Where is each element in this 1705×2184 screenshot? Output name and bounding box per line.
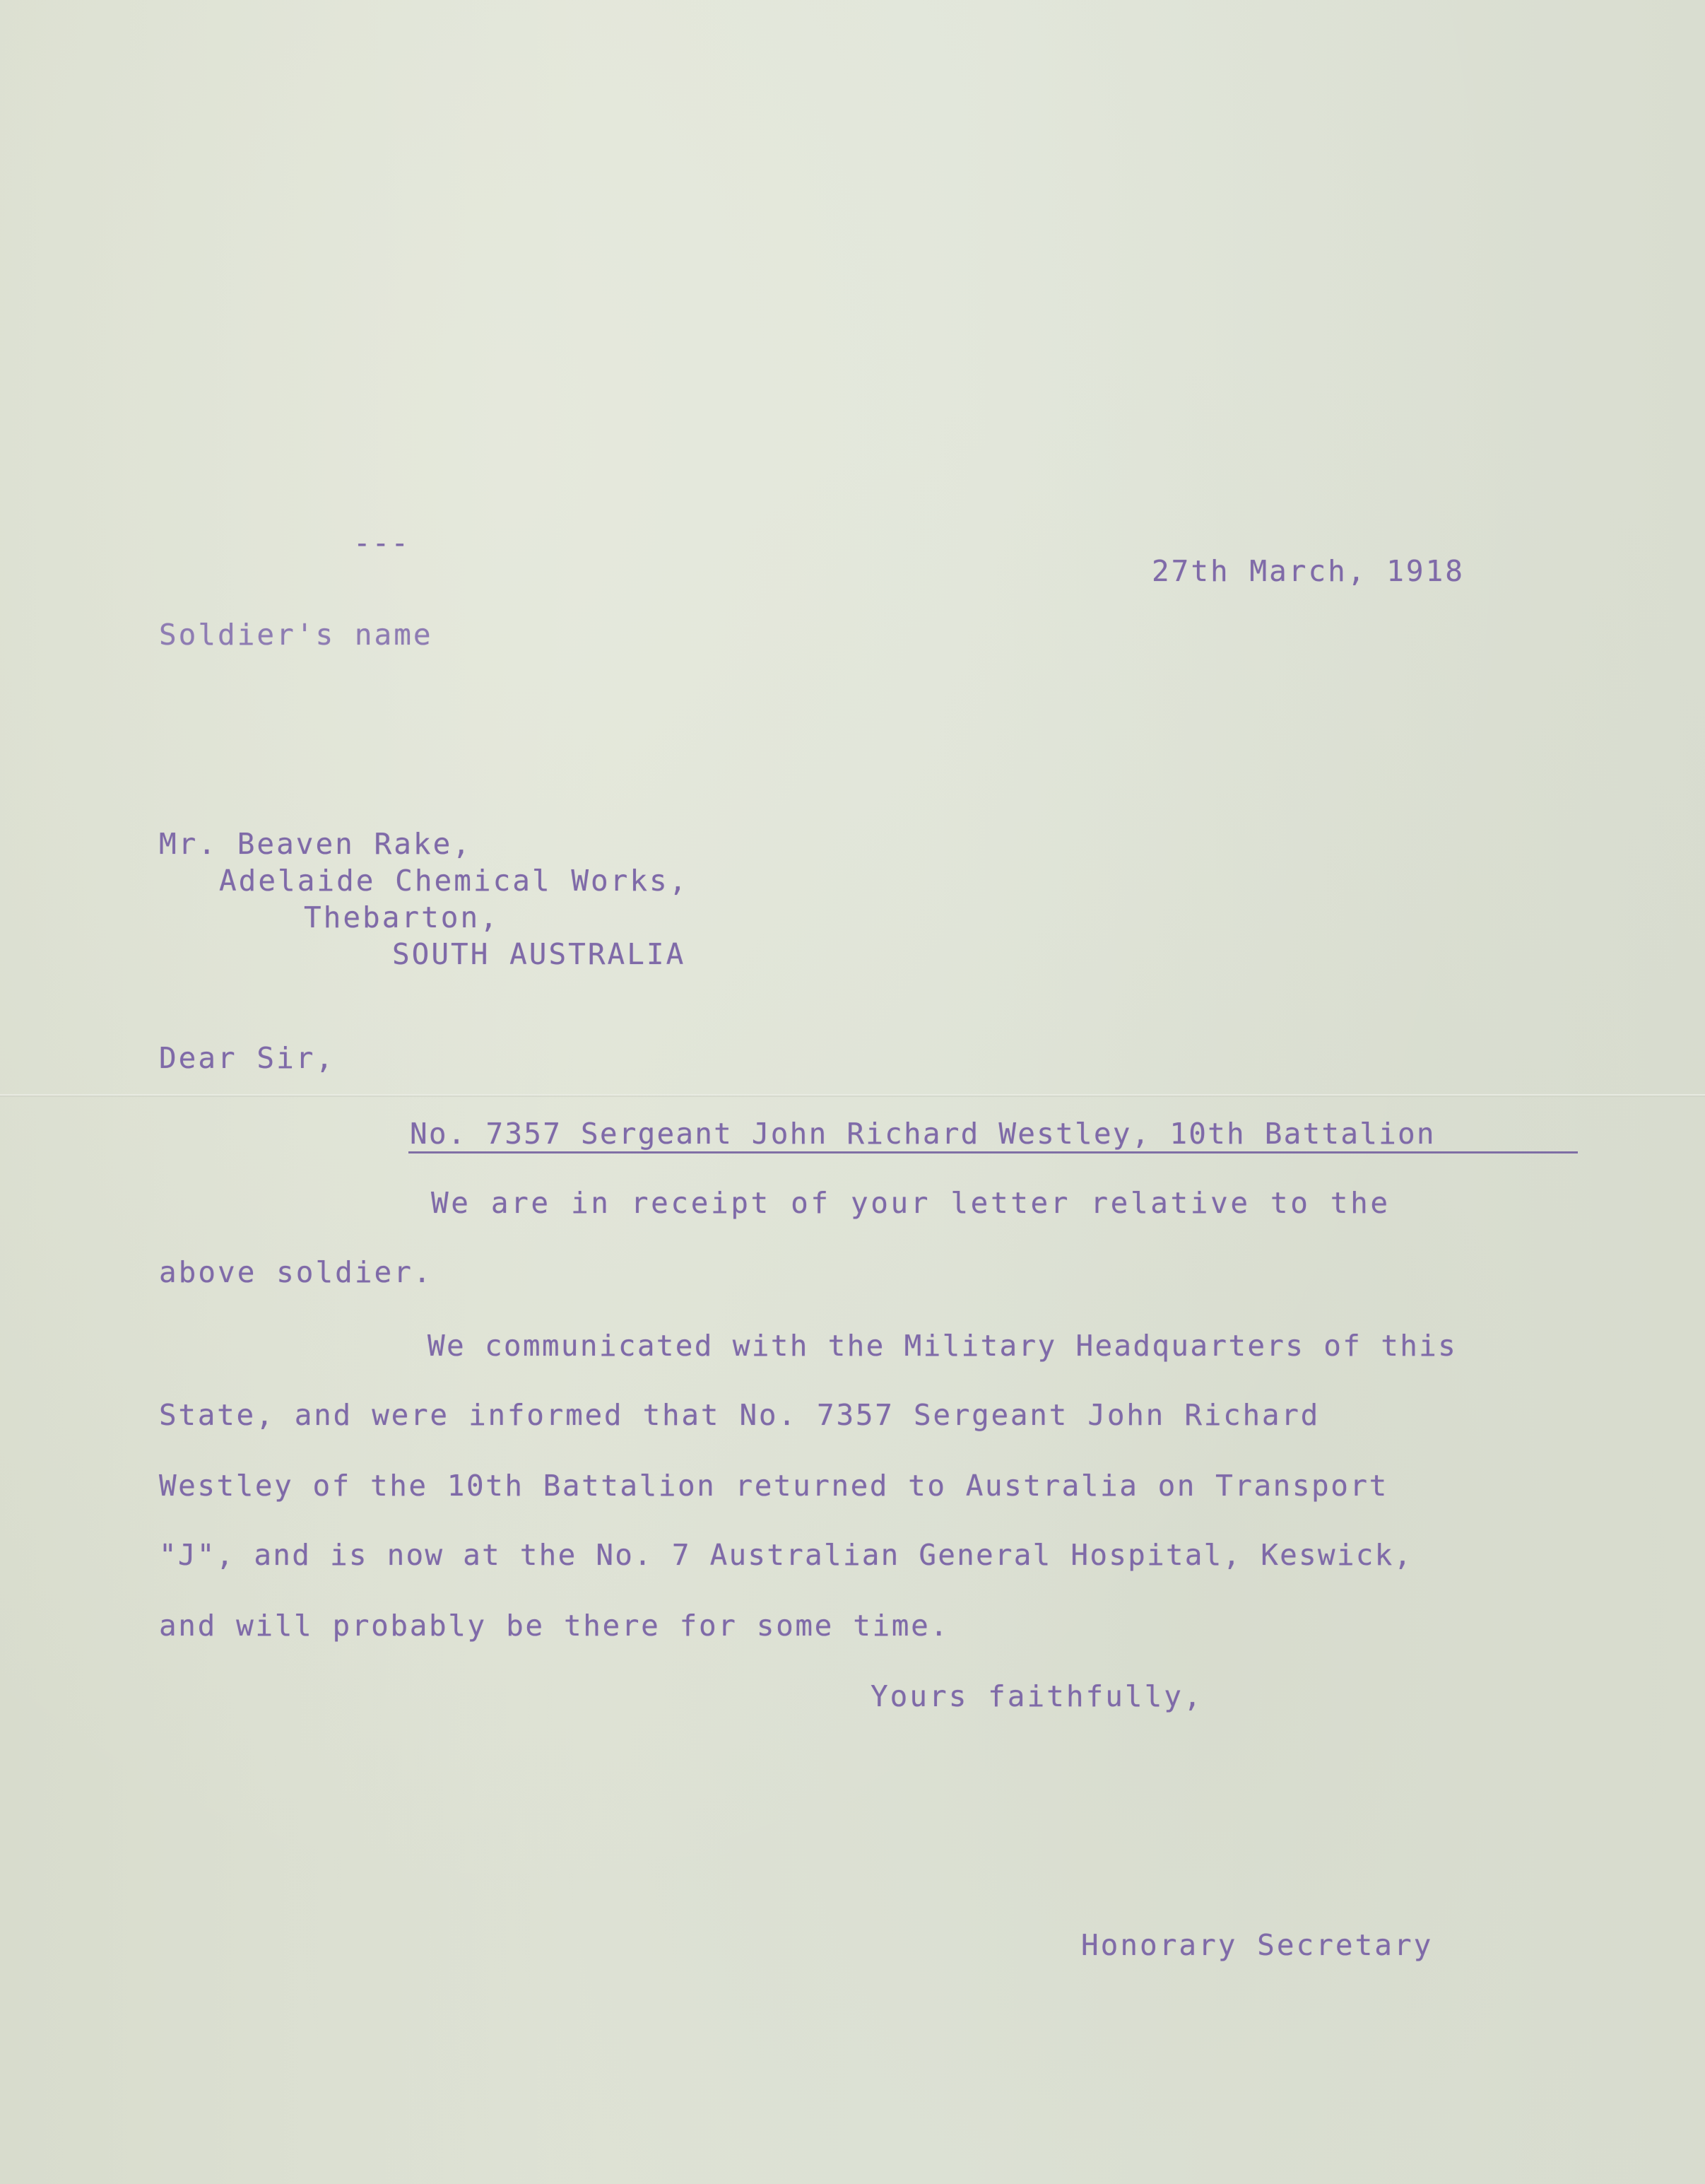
body-line-3: We communicated with the Military Headquarters of this <box>427 1329 1458 1363</box>
address-line-4: SOUTH AUSTRALIA <box>392 937 686 971</box>
address-line-2: Adelaide Chemical Works, <box>219 864 689 898</box>
salutation: Dear Sir, <box>159 1041 336 1075</box>
header-mark: --- <box>353 526 411 560</box>
subject-underline <box>408 1151 1578 1153</box>
reference-label: Soldier's name <box>159 618 433 652</box>
body-line-1: We are in receipt of your letter relative to the <box>431 1186 1391 1220</box>
subject-line: No. 7357 Sergeant John Richard Westley, 10th Battalion <box>410 1117 1436 1151</box>
address-line-3: Thebarton, <box>304 900 500 934</box>
paper-fold-line <box>0 1094 1705 1097</box>
body-line-2: above soldier. <box>159 1255 433 1289</box>
closing: Yours faithfully, <box>871 1679 1203 1713</box>
letter-date: 27th March, 1918 <box>1152 554 1465 588</box>
address-line-1: Mr. Beaven Rake, <box>159 827 472 861</box>
body-line-6: "J", and is now at the No. 7 Australian General Hospital, Keswick, <box>159 1538 1413 1572</box>
body-line-7: and will probably be there for some time. <box>159 1609 950 1643</box>
body-line-4: State, and were informed that No. 7357 Sergeant John Richard <box>159 1398 1321 1432</box>
signature-title: Honorary Secretary <box>1081 1928 1434 1962</box>
body-line-5: Westley of the 10th Battalion returned to Australia on Transport <box>159 1469 1388 1503</box>
